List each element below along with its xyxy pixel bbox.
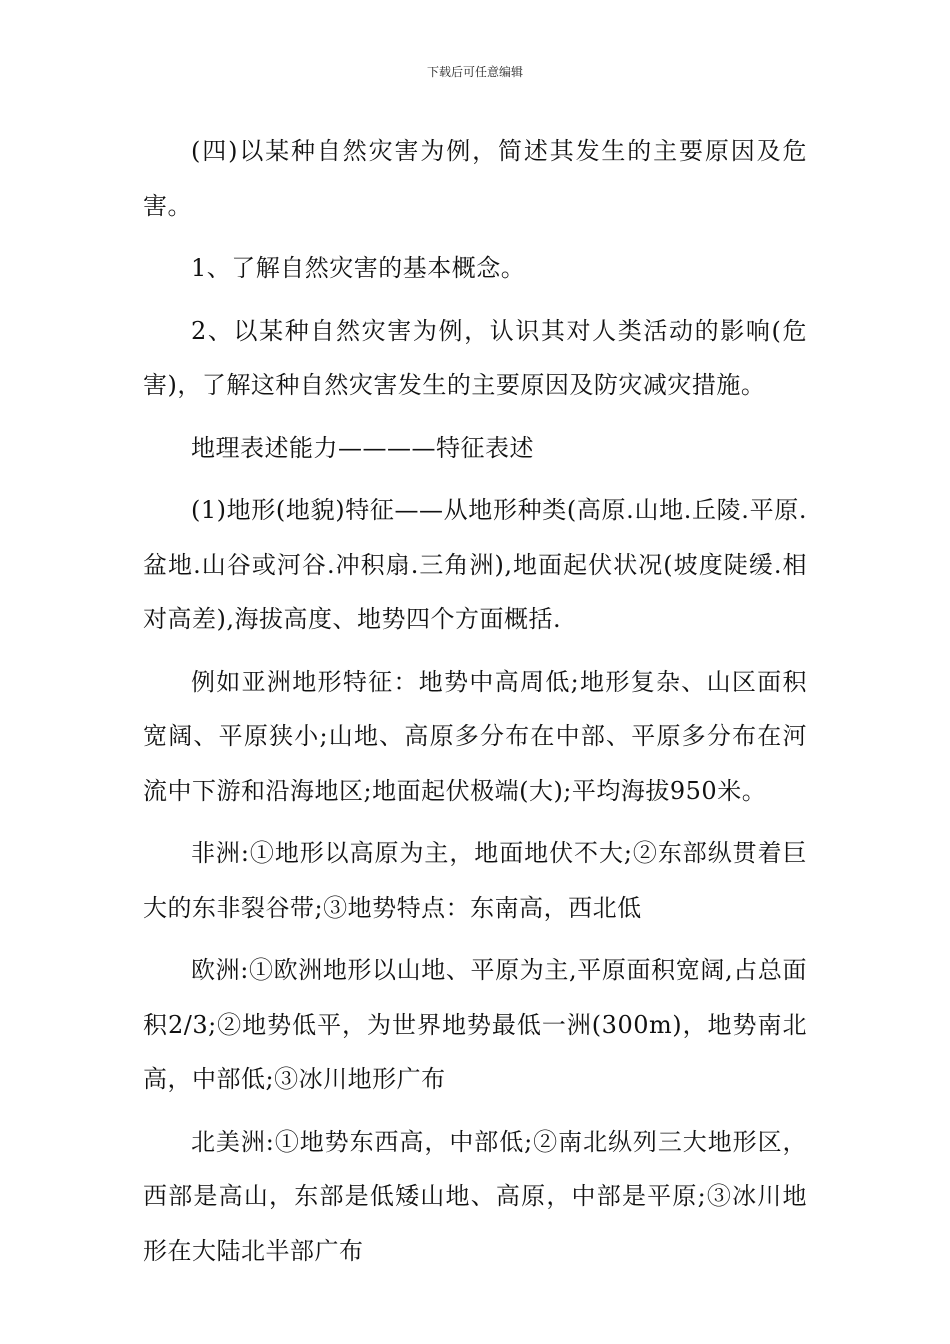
paragraph-north-america: 北美洲:①地势东西高，中部低;②南北纵列三大地形区，西部是高山，东部是低矮山地、高原，中部是平原;③冰川地形在大陆北半部广布 [143,1127,807,1265]
paragraph-terrain-features: (1)地形(地貌)特征——从地形种类(高原.山地.丘陵.平原.盆地.山谷或河谷.冲积扇.三角洲),地面起伏状况(坡度陡缓.相对高差),海拔高度、地势四个方面概括. [143,496,807,633]
paragraph-asia-example: 例如亚洲地形特征：地势中高周低;地形复杂、山区面积宽阔、平原狭小;山地、高原多分布在中部、平原多分布在河流中下游和沿海地区;地面起伏极端(大);平均海拔950米。 [143,667,807,805]
paragraph-europe: 欧洲:①欧洲地形以山地、平原为主,平原面积宽阔,占总面积2/3;②地势低平，为世界地势最低一洲(300m)，地势南北高，中部低;③冰川地形广布 [143,956,807,1093]
paragraph-section-title: 地理表述能力————特征表述 [191,433,534,462]
paragraph-point-2: 2、以某种自然灾害为例，认识其对人类活动的影响(危害)，了解这种自然灾害发生的主要原因及防灾减灾措施。 [143,316,807,399]
paragraph-natural-disaster-heading: (四)以某种自然灾害为例，简述其发生的主要原因及危害。 [143,137,807,220]
page-header: 下载后可任意编辑 [426,65,523,79]
paragraph-africa: 非洲:①地形以高原为主，地面地伏不大;②东部纵贯着巨大的东非裂谷带;③地势特点：东南高，西北低 [143,839,807,922]
document-body [143,124,807,1278]
paragraph-point-1: 1、了解自然灾害的基本概念。 [191,254,526,282]
